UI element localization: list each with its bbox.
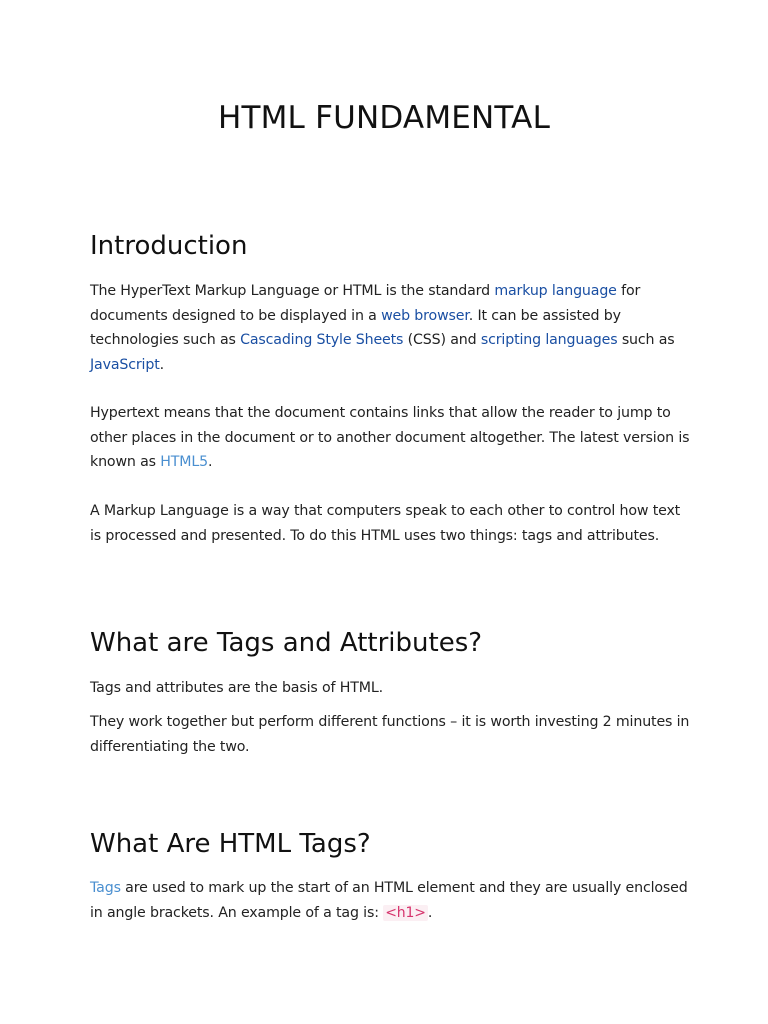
introduction-heading: Introduction: [90, 231, 248, 261]
tags-link[interactable]: Tags: [90, 880, 121, 896]
intro-paragraph-3: A Markup Language is a way that computers speak to each other to control how text is processed and presented. To do this HTML uses two things: tags and attributes.: [90, 503, 681, 544]
tags-attributes-paragraph-2: They work together but perform different functions – it is worth investing 2 minutes in differentiating the two.: [90, 714, 690, 755]
html-tags-heading: What Are HTML Tags?: [90, 829, 371, 859]
javascript-link[interactable]: JavaScript: [90, 356, 160, 373]
text-span: .: [427, 904, 433, 921]
tags-attributes-paragraph-1: Tags and attributes are the basis of HTML.: [90, 680, 383, 696]
tags-and-attributes-heading: What are Tags and Attributes?: [90, 628, 483, 658]
html-tags-paragraph-1: [90, 876, 690, 925]
text-span: . It can be assisted by technologies such as: [90, 307, 621, 349]
cascading-style-sheets-link[interactable]: Cascading Style Sheets: [240, 332, 404, 349]
text-span: such as: [617, 332, 675, 349]
intro-paragraph-1: [90, 279, 690, 377]
document-title: HTML FUNDAMENTAL: [217, 100, 551, 136]
h1-tag-code: <h1>: [385, 904, 426, 921]
markup-language-link[interactable]: markup language: [494, 283, 617, 299]
text-span: (CSS) and: [403, 332, 481, 349]
web-browser-link[interactable]: web browser: [381, 307, 469, 324]
text-span: .: [208, 454, 213, 471]
scripting-languages-link[interactable]: scripting languages: [480, 332, 618, 349]
text-span: The HyperText Markup Language or HTML is the standard: [90, 283, 495, 299]
intro-paragraph-2: [90, 401, 690, 475]
html5-link[interactable]: HTML5: [160, 454, 209, 471]
text-span: for documents designed to be displayed in a: [90, 283, 641, 324]
text-span: Hypertext means that the document contains links that allow the reader to jump to other places in the document or to another document altogether. The latest version is known as: [90, 405, 690, 471]
text-span: .: [159, 356, 164, 373]
text-span: are used to mark up the start of an HTML element and they are usually enclosed in angle brackets. An example of a tag is:: [90, 880, 688, 921]
